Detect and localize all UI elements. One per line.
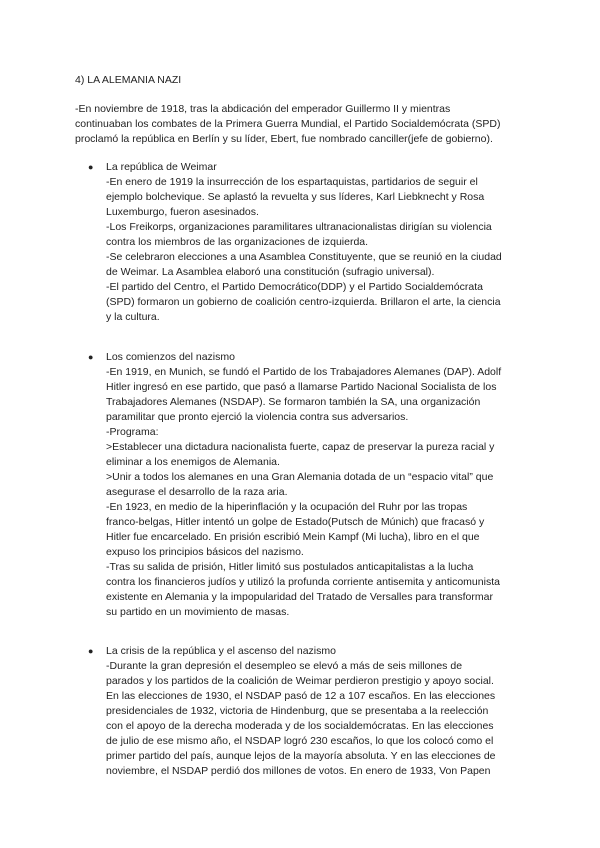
section-line: -Los Freikorps, organizaciones paramilitares ultranacionalistas dirigían su violencia [106, 221, 492, 233]
section-line: -Se celebraron elecciones a una Asamblea Constituyente, que se reunió en la ciudad [106, 251, 502, 263]
section-line: presidenciales de 1932, victoria de Hindenburg, que se presentaba a la reelección [106, 705, 489, 717]
section-line: existente en Alemania y la impopularidad del Tratado de Versalles para transformar [106, 591, 493, 603]
section-line: >Unir a todos los alemanes en una Gran Alemania dotada de un “espacio vital” que [106, 471, 494, 483]
section-line: Hitler fue encarcelado. En prisión escribió Mein Kampf (Mi lucha), libro en el que [106, 531, 480, 543]
section-line: paramilitar que pronto ejerció la violencia contra sus adversarios. [106, 411, 409, 423]
section-line: con el apoyo de la derecha moderada y de los socialdemócratas. En las elecciones [106, 720, 494, 732]
section-line: -En 1923, en medio de la hiperinflación y la ocupación del Ruhr por las tropas [106, 501, 468, 513]
section-line: En las elecciones de 1930, el NSDAP pasó de 12 a 107 escaños. En las elecciones [106, 690, 496, 702]
section-heading: La crisis de la república y el ascenso del nazismo [106, 645, 336, 657]
section-line: eliminar a los enemigos de Alemania. [106, 456, 280, 468]
section-line: parados y los partidos de la coalición de Weimar perdieron prestigio y apoyo social. [106, 675, 494, 687]
section-line: Luxemburgo, fueron asesinados. [106, 206, 259, 218]
section-line: asegurase el desarrollo de la raza aria. [106, 486, 288, 498]
section-line: -En 1919, en Munich, se fundó el Partido de los Trabajadores Alemanes (DAP). Adolf [106, 366, 502, 378]
section-comienzos-nazismo [88, 350, 533, 620]
section-line: franco-belgas, Hitler intentó un golpe de Estado(Putsch de Múnich) que fracasó y [106, 516, 485, 528]
section-line: expuso los principios básicos del nazismo. [106, 546, 304, 558]
section-republica-weimar [88, 160, 533, 325]
section-line: -Programa: [106, 426, 159, 438]
section-line: su partido en un movimiento de masas. [106, 606, 290, 618]
bullet-icon: ● [88, 162, 94, 172]
section-line: ejemplo bolchevique. Se aplastó la revuelta y sus líderes, Karl Liebknecht y Rosa [106, 191, 485, 203]
section-line: >Establecer una dictadura nacionalista fuerte, capaz de preservar la pureza racial y [106, 441, 495, 453]
section-line: contra los miembros de las organizaciones de izquierda. [106, 236, 369, 248]
section-line: noviembre, el NSDAP perdió dos millones de votos. En enero de 1933, Von Papen [106, 765, 491, 777]
section-heading: La república de Weimar [106, 161, 217, 173]
section-line: primer partido del país, aunque lejos de la mayoría absoluta. Y en las elecciones de [106, 750, 496, 762]
intro-paragraph [75, 102, 535, 147]
section-heading: Los comienzos del nazismo [106, 351, 235, 363]
section-line: Hitler ingresó en ese partido, que pasó a llamarse Partido Nacional Socialista de los [106, 381, 497, 393]
section-line: de Weimar. La Asamblea elaboró una constitución (sufragio universal). [106, 266, 435, 278]
intro-line: continuaban los combates de la Primera Guerra Mundial, el Partido Socialdemócrata (SPD) [75, 118, 501, 130]
bullet-icon: ● [88, 646, 94, 656]
intro-line: proclamó la república en Berlín y su líder, Ebert, fue nombrado canciller(jefe de gobierno). [75, 133, 493, 145]
intro-line: -En noviembre de 1918, tras la abdicación del emperador Guillermo II y mientras [75, 103, 451, 115]
section-line: -Durante la gran depresión el desempleo se elevó a más de seis millones de [106, 660, 463, 672]
section-line: de julio de ese mismo año, el NSDAP logró 230 escaños, lo que los colocó como el [106, 735, 494, 747]
section-line: -Tras su salida de prisión, Hitler limitó sus postulados anticapitalistas a la lucha [106, 561, 474, 573]
section-line: -En enero de 1919 la insurrección de los espartaquistas, partidarios de seguir el [106, 176, 478, 188]
section-line: contra los financieros judíos y utilizó la profunda corriente antisemita y anticomunista [106, 576, 500, 588]
section-line: Trabajadores Alemanes (NSDAP). Se formaron también la SA, una organización [106, 396, 481, 408]
bullet-icon: ● [88, 352, 94, 362]
section-line: y la cultura. [106, 311, 160, 323]
section-line: -El partido del Centro, el Partido Democrático(DDP) y el Partido Socialdemócrata [106, 281, 483, 293]
section-crisis-republica [88, 644, 533, 779]
page-title: 4) LA ALEMANIA NAZI [75, 74, 182, 86]
section-line: (SPD) formaron un gobierno de coalición centro-izquierda. Brillaron el arte, la ciencia [106, 296, 501, 308]
